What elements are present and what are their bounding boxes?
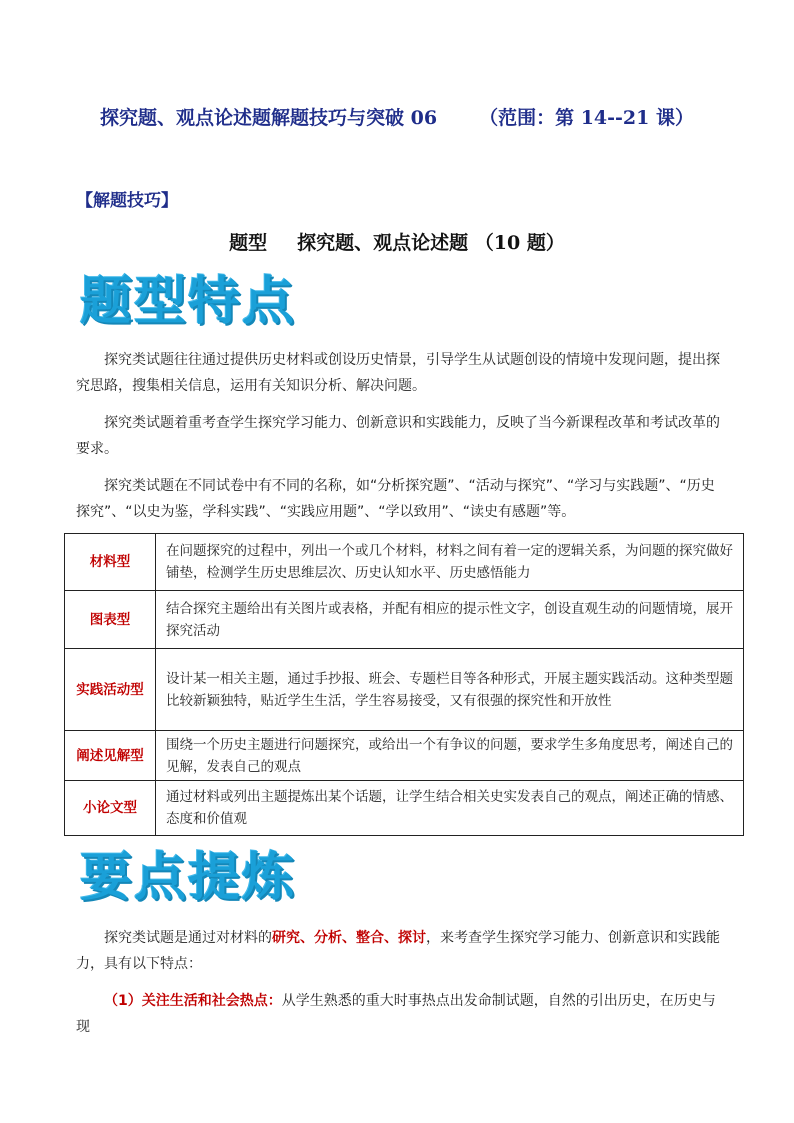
- document-title: [0, 103, 794, 130]
- intro-paragraph-1: 探究类试题往往通过提供历史材料或创设历史情景，引导学生从试题创设的情境中发现问题，提出探究思路，搜集相关信息，运用有关知识分析、解决问题。: [76, 352, 720, 394]
- banner-key-points: 要点提炼: [80, 848, 297, 908]
- subtitle-right: 探究题、观点论述题 （10 题）: [297, 232, 565, 254]
- kp1-text: 从学生熟悉的重大时事热点出发命制试题，自然的引出历史，在历史与现: [76, 993, 716, 1035]
- desc-cell: 通过材料或列出主题提炼出某个话题，让学生结合相关史实发表自己的观点，阐述正确的情感、态度和价值观: [156, 781, 744, 836]
- desc-cell: 结合探究主题给出有关图片或表格，并配有相应的提示性文字，创设直观生动的问题情境，展开探究活动: [156, 591, 744, 649]
- table-row: [65, 591, 744, 649]
- key-points-paragraph: [76, 925, 724, 977]
- table-row: [65, 731, 744, 781]
- question-type-heading: [0, 228, 794, 255]
- subtitle-left: 题型: [229, 232, 268, 254]
- desc-cell: 设计某一相关主题，通过手抄报、班会、专题栏目等各种形式，开展主题实践活动。这种类型题比较新颖独特，贴近学生生活，学生容易接受，又有很强的探究性和开放性: [156, 649, 744, 731]
- kp-post: ，来考查学生探究学习能力、创新意识和实践能力，具有以下特点：: [76, 930, 720, 972]
- kp-pre: 探究类试题是通过对材料的: [104, 930, 272, 946]
- key-point-1: [76, 988, 724, 1040]
- type-cell: 阐述见解型: [65, 731, 156, 781]
- table-row: [65, 649, 744, 731]
- type-cell: 材料型: [65, 534, 156, 591]
- desc-cell: 围绕一个历史主题进行问题探究，或给出一个有争议的问题，要求学生多角度思考，阐述自己的见解，发表自己的观点: [156, 731, 744, 781]
- intro-paragraph-3: 探究类试题在不同试卷中有不同的名称，如“分析探究题”、“活动与探究”、“学习与实践题”、“历史探究”、“以史为鉴，学科实践”、“实践应用题”、“学以致用”、“读史有感题”等。: [76, 478, 715, 520]
- title-range: （范围：第 14--21 课）: [479, 107, 694, 129]
- table-row: [65, 534, 744, 591]
- type-cell: 实践活动型: [65, 649, 156, 731]
- title-main: 探究题、观点论述题解题技巧与突破 06: [100, 107, 438, 129]
- type-cell: 小论文型: [65, 781, 156, 836]
- question-type-table: [64, 533, 744, 836]
- banner-question-features: 题型特点: [80, 272, 297, 332]
- intro-paragraph-2: 探究类试题着重考查学生探究学习能力、创新意识和实践能力，反映了当今新课程改革和考试改革的要求。: [76, 415, 720, 457]
- type-cell: 图表型: [65, 591, 156, 649]
- desc-cell: 在问题探究的过程中，列出一个或几个材料，材料之间有着一定的逻辑关系，为问题的探究做好铺垫，检测学生历史思维层次、历史认知水平、历史感悟能力: [156, 534, 744, 591]
- table-row: [65, 781, 744, 836]
- kp1-label: （1）关注生活和社会热点：: [104, 993, 282, 1009]
- kp-highlight: 研究、分析、整合、探讨: [272, 930, 426, 946]
- section-heading-tips: 【解题技巧】: [76, 191, 178, 211]
